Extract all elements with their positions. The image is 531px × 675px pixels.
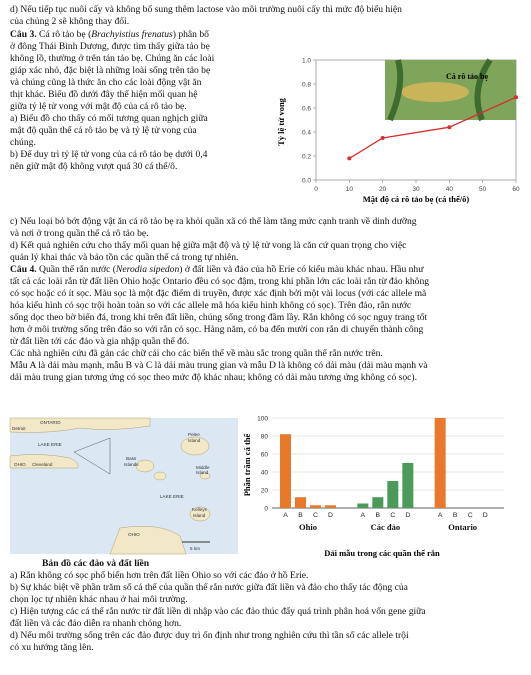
map-label-middle: Middle [196, 465, 210, 470]
chart2-bar [295, 497, 306, 508]
chart2-y-tick-label: 0 [264, 505, 268, 513]
chart2-bar [280, 434, 291, 508]
q3-option-d: d) Kết quả nghiên cứu cho thấy mối quan hệ giữa mật độ và tỷ lệ tử vong là căn cứ quan trọng cho việc [10, 240, 407, 251]
q3-option-c: c) Nếu loại bỏ bớt động vật ăn cá rô tảo bẹ ra khỏi quần xã có thể làm tăng mức cạnh tranh về dinh dưỡng [10, 216, 417, 227]
q4-species: Nerodia sipedon [115, 264, 180, 275]
chart2-x-axis-label: Dải mẫu trong các quần thể rắn [324, 548, 440, 558]
fish-photo-fish [401, 82, 469, 102]
chart2-bar [402, 463, 413, 508]
chart2-bar [310, 505, 321, 508]
q3-option-b: nên giữ mật độ không vượt quá 30 cá thể/ô. [10, 161, 178, 172]
map-label-detroit: Detroit [12, 426, 26, 431]
chart2-bar [357, 504, 368, 509]
q4-option-d: có xu hướng tăng lên. [10, 642, 94, 653]
q4-line: từ đất liền tới các đảo và gia nhập quần thể đó. [10, 336, 190, 347]
chart2-category-label: C [313, 512, 318, 519]
chart1-x-tick-label: 60 [512, 186, 520, 193]
map-label-kelleys-island: Island [193, 513, 206, 518]
chart2-category-label: A [283, 512, 288, 519]
q3-text-a: Cá rô tảo bẹ ( [36, 29, 92, 40]
q3-line: giáp xác nhỏ, đặc biệt là những loài sống trên tảo bẹ [10, 65, 211, 76]
chart2-bar [372, 497, 383, 508]
q3-option-a: mật độ quần thể cá rô tảo bẹ và tỷ lệ tử vong của [10, 125, 197, 136]
q4-option-c: đất liền và các đảo diễn ra nhanh chóng hơn. [10, 618, 182, 629]
q3-line: giữa tỷ lệ tử vong với mật độ của cá rô tảo bẹ. [10, 101, 187, 112]
map-label-middle-island: Island [196, 470, 209, 475]
q4-label: Câu 4. [10, 264, 37, 275]
chart2-category-label: B [375, 512, 381, 519]
q4-line: hơn ở môi trường sống trên đảo so với rắn có sọc. Hàng năm, có ba đến mười con rắn di chuyển thành công [10, 324, 424, 335]
lake-erie-map [10, 418, 238, 554]
chart1-x-tick-label: 0 [314, 186, 318, 193]
chart2-group-label: Ohio [299, 522, 317, 532]
chart2-category-label: D [405, 512, 411, 519]
map-label-bass: Bass [126, 456, 137, 461]
q3-option-c: và nơi ở trong quần thể cá rô tảo bẹ. [10, 228, 149, 239]
q4-text-a: Quần thể rắn nước ( [36, 264, 116, 275]
q3-line: thịt khác. Biểu đồ dưới đây thể hiện mối quan hệ [10, 89, 198, 100]
q2-option-d-line2: của chủng 2 sẽ không thay đổi. [10, 16, 130, 27]
chart1-x-tick-label: 40 [445, 186, 453, 193]
chart1-data-point [381, 136, 385, 140]
q4-line: dải màu trung gian tương ứng có sọc theo mức độ khác nhau; không có dải màu tương ứng không có sọc). [10, 372, 418, 383]
chart2-category-label: A [437, 512, 443, 519]
q4-line: tất cả các loài rắn từ đất liền Ohio hoặc Ontario đều có sọc đậm, trong khi phần lớn các loài rắn từ đảo không [10, 276, 430, 287]
map-caption: Bản đồ các đảo và đất liền [42, 558, 150, 569]
map-label-island: Island [188, 438, 201, 443]
chart1-y-axis-label: Tỷ lệ tử vong [276, 98, 286, 146]
q3-line: và chúng cũng là thức ăn cho các loài động vật ăn [10, 77, 202, 88]
q3-option-b: b) Để duy trì tỷ lệ tử vong của cá rô tảo bẹ dưới 0,4 [10, 149, 208, 160]
q4-option-b: chọn lọc tự nhiên khác nhau ở hai môi trường. [10, 594, 188, 605]
chart1-x-tick-label: 20 [379, 186, 387, 193]
map-label-ohio: OHIO [14, 462, 26, 467]
chart2-bar [435, 418, 446, 508]
q3-option-a: a) Biểu đồ cho thấy có mối tương quan nghịch giữa [10, 113, 208, 124]
q4-option-a: a) Rắn không có sọc phổ biến hơn trên đất liền Ohio so với các đảo ở hồ Erie. [10, 570, 309, 581]
chart2-y-tick-label: 20 [260, 487, 268, 495]
chart1-data-point [447, 125, 451, 129]
chart2-category-label: D [482, 512, 488, 519]
chart2-group-label: Các đảo [370, 522, 401, 532]
map-label-kelleys: Kelleys [192, 507, 207, 512]
chart1-y-tick-label: 0.0 [301, 177, 311, 185]
chart2-category-label: B [298, 512, 303, 519]
chart2-group-label: Ontario [448, 522, 478, 532]
map-island-bass [136, 460, 154, 472]
chart2-bar [387, 481, 398, 508]
q2-option-d-line1: d) Nếu tiếp tục nuôi cấy và không bổ sung thêm lactose vào môi trường nuôi cấy thì mức độ biểu hiện [10, 4, 402, 15]
chart1-x-tick-label: 50 [479, 186, 487, 193]
chart1-y-tick-label: 0.6 [301, 105, 311, 113]
chart2-category-label: A [360, 512, 366, 519]
q3-option-a: chúng. [10, 137, 36, 148]
q3-text-b: ) phân bố [172, 29, 209, 40]
chart1-y-tick-label: 1.0 [301, 57, 311, 65]
chart2-category-label: C [467, 512, 473, 519]
map-label-islands: Islands [124, 462, 139, 467]
chart2-bar [325, 505, 336, 508]
chart1-y-tick-label: 0.2 [301, 153, 311, 161]
q3-label: Câu 3. [10, 29, 37, 40]
chart1-y-tick-label: 0.8 [301, 81, 311, 89]
chart1-x-axis-label: Mật độ cá rô tảo bẹ (cá thể/ô) [362, 194, 470, 204]
map-label-scale: 5 km [190, 546, 200, 551]
map-label-cleveland: Cleveland [32, 462, 53, 467]
chart2-y-axis-label: Phần trăm cá thể [242, 433, 252, 497]
chart1-x-tick-label: 10 [345, 186, 353, 193]
map-label-pelee: Pelee [188, 432, 200, 437]
chart2-category-label: C [390, 512, 396, 519]
q3-option-d: quản lý khai thác và bảo tồn các quần thể cá trong tự nhiên. [10, 252, 239, 263]
q4-text-b: ) ở đất liền và đảo của hồ Erie có kiểu màu khác nhau. Hầu như [179, 264, 424, 275]
q4-line: sống dọc theo bờ biển đá, trong khi trên đất liền, chúng sống trong đầm lầy. Rắn không có sọc nguy trang tốt [10, 312, 428, 323]
q3-species: Brachyistius frenatus [91, 29, 173, 40]
chart2-y-tick-label: 100 [257, 415, 268, 423]
map-label-ohio-2: OHIO [128, 532, 140, 537]
q3-line: không lồ, thường ở trên tán tảo bẹ. Chúng ăn các loài [10, 53, 215, 64]
chart2-category-label: B [452, 512, 458, 519]
chart2-y-tick-label: 40 [260, 469, 268, 477]
q4-line: Các nhà nghiên cứu đã gán các chữ cái cho các biến thể về màu sắc trong quần thể rắn nước trên. [10, 348, 383, 359]
chart1-data-point [514, 95, 518, 99]
q4-line: có sọc hoặc có ít sọc. Màu sọc là một đặc điểm di truyền, được xác định bởi một vài locus (với các allele mã [10, 288, 427, 299]
map-label-ontario: ONTARIO [40, 420, 61, 425]
q4-option-d: d) Nếu môi trường sống trên các đảo được duy trì ổn định như trong nghiên cứu thì tần số các allele trội [10, 630, 409, 641]
chart1-legend-label: Cá rô tảo bẹ [446, 72, 488, 81]
chart2-y-tick-label: 60 [260, 451, 268, 459]
q3-line: ở đông Thái Bình Dương, được tìm thấy giữa tảo bẹ [10, 41, 210, 52]
snake-pattern-bar-chart [244, 410, 509, 565]
chart1-data-point [347, 156, 351, 160]
map-label-lake-erie-2: LAKE ERIE [160, 494, 184, 499]
q3-intro-line [10, 29, 209, 41]
chart2-category-label: D [328, 512, 333, 519]
q4-line: Mẫu A là dải màu mạnh, mẫu B và C là dải màu trung gian và mẫu D là không có dải màu (dải màu mạnh và [10, 360, 428, 371]
q4-intro-line [10, 264, 423, 276]
chart1-y-tick-label: 0.4 [301, 129, 311, 137]
q4-option-c: c) Hiện tượng các cá thể rắn nước từ đất liền di nhập vào các đảo thúc đẩy quá trình phân hoá vốn gene giữa [10, 606, 426, 617]
chart1-x-tick-label: 30 [412, 186, 420, 193]
q4-option-b: b) Sự khác biệt về phần trăm số cá thể của quần thể rắn nước giữa đất liền và đảo cho thấy tác động của [10, 582, 408, 593]
chart2-y-tick-label: 80 [260, 433, 268, 441]
map-label-lake-erie: LAKE ERIE [38, 442, 62, 447]
map-island-bass-2 [154, 472, 166, 480]
q4-line: hóa kiểu hình có sọc trội hoàn toàn so với các allele mã hóa kiểu hình không có sọc). Trên đảo, rắn nước [10, 300, 412, 311]
